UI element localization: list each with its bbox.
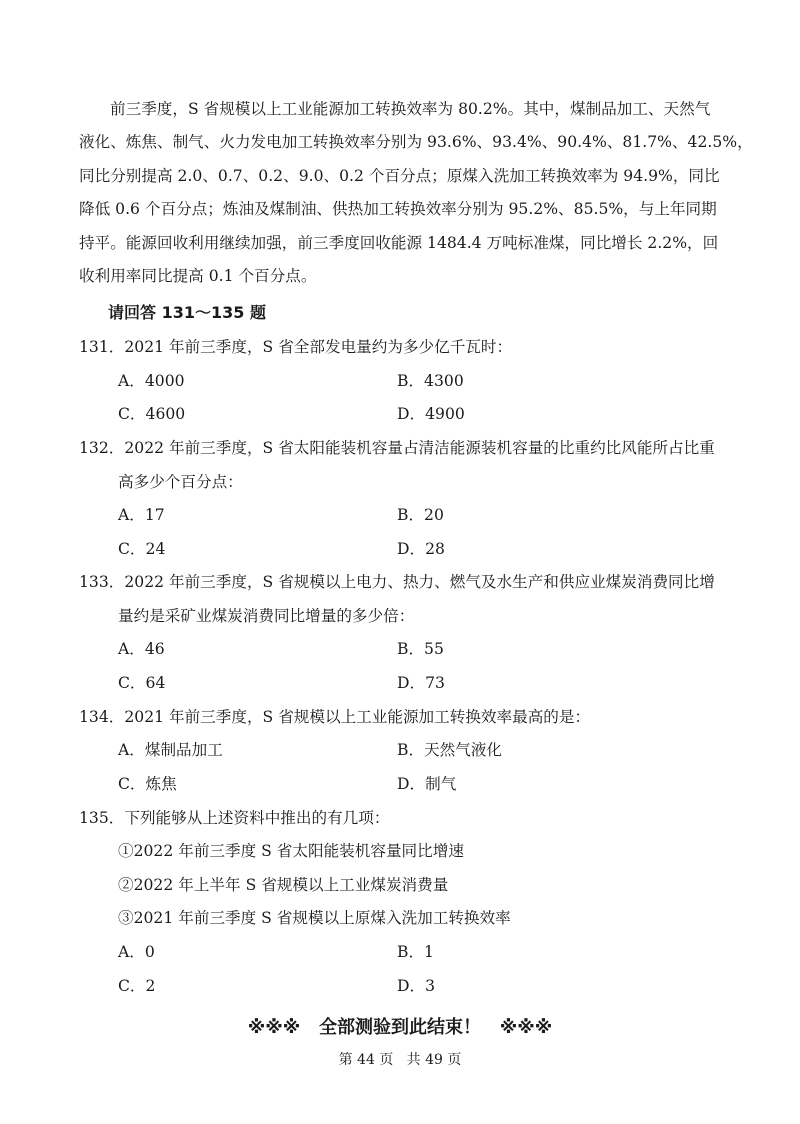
question-133-text: 133．2022 年前三季度，S 省规模以上电力、热力、燃气及水生产和供应业煤炭消费同比增 — [79, 573, 715, 591]
data-paragraph — [79, 93, 753, 293]
question-131-text: 131．2021 年前三季度，S 省全部发电量约为多少亿千瓦时： — [79, 338, 513, 356]
section-title: 请回答 131～135 题 — [108, 303, 266, 322]
question-132-text: 132．2022 年前三季度，S 省太阳能装机容量占清洁能源装机容量的比重约比风能所占比重 — [79, 439, 715, 457]
question-135-option-a[interactable]: A．0 — [118, 943, 155, 961]
question-133-option-b[interactable]: B．55 — [397, 640, 444, 658]
question-133-continuation: 量约是采矿业煤炭消费同比增量的多少倍： — [118, 607, 415, 625]
question-133-option-c[interactable]: C．64 — [118, 674, 166, 692]
question-131-option-a[interactable]: A．4000 — [118, 372, 185, 390]
question-133-option-d[interactable]: D．73 — [397, 674, 445, 692]
question-135-statement-2: ②2022 年上半年 S 省规模以上工业煤炭消费量 — [118, 876, 449, 894]
question-135-text: 135．下列能够从上述资料中推出的有几项： — [79, 809, 390, 827]
question-132-option-c[interactable]: C．24 — [118, 540, 166, 558]
question-132-option-d[interactable]: D．28 — [397, 540, 445, 558]
question-135-option-b[interactable]: B．1 — [397, 943, 434, 961]
paragraph-line: 液化、炼焦、制气、火力发电加工转换效率分别为 93.6%、93.4%、90.4%、81.7%、42.5%， — [79, 133, 753, 152]
question-133-option-a[interactable]: A．46 — [118, 640, 165, 658]
test-end-banner: ※※※ 全部测验到此结束！ ※※※ — [247, 1017, 553, 1038]
question-135-option-c[interactable]: C．2 — [118, 977, 156, 995]
paragraph-line: 同比分别提高 2.0、0.7、0.2、9.0、0.2 个百分点；原煤入洗加工转换效率为 94.9%，同比 — [79, 166, 720, 185]
question-131-option-b[interactable]: B．4300 — [397, 372, 464, 390]
question-132-option-a[interactable]: A．17 — [118, 506, 165, 524]
question-135-statement-1: ①2022 年前三季度 S 省太阳能装机容量同比增速 — [118, 842, 464, 860]
paragraph-line: 收利用率同比提高 0.1 个百分点。 — [79, 267, 317, 286]
question-134-text: 134．2021 年前三季度，S 省规模以上工业能源加工转换效率最高的是： — [79, 708, 591, 726]
question-134-option-c[interactable]: C．炼焦 — [118, 775, 177, 793]
question-131-option-c[interactable]: C．4600 — [118, 405, 186, 423]
question-135-statement-3: ③2021 年前三季度 S 省规模以上原煤入洗加工转换效率 — [118, 909, 511, 927]
page-number-footer: 第 44 页 共 49 页 — [338, 1052, 462, 1068]
question-132-continuation: 高多少个百分点： — [118, 473, 243, 491]
question-135-option-d[interactable]: D．3 — [397, 977, 436, 995]
paragraph-line: 前三季度，S 省规模以上工业能源加工转换效率为 80.2%。其中，煤制品加工、天然气 — [110, 100, 711, 118]
paragraph-line: 持平。能源回收利用继续加强，前三季度回收能源 1484.4 万吨标准煤，同比增长 2.2%，回 — [79, 233, 719, 252]
question-132-option-b[interactable]: B．20 — [397, 506, 444, 524]
paragraph-line: 降低 0.6 个百分点；炼油及煤制油、供热加工转换效率分别为 95.2%、85.5%，与上年同期 — [79, 200, 717, 219]
question-131-option-d[interactable]: D．4900 — [397, 405, 465, 423]
question-134-option-a[interactable]: A．煤制品加工 — [118, 741, 223, 759]
question-134-option-b[interactable]: B．天然气液化 — [397, 741, 503, 759]
question-134-option-d[interactable]: D．制气 — [397, 775, 457, 793]
